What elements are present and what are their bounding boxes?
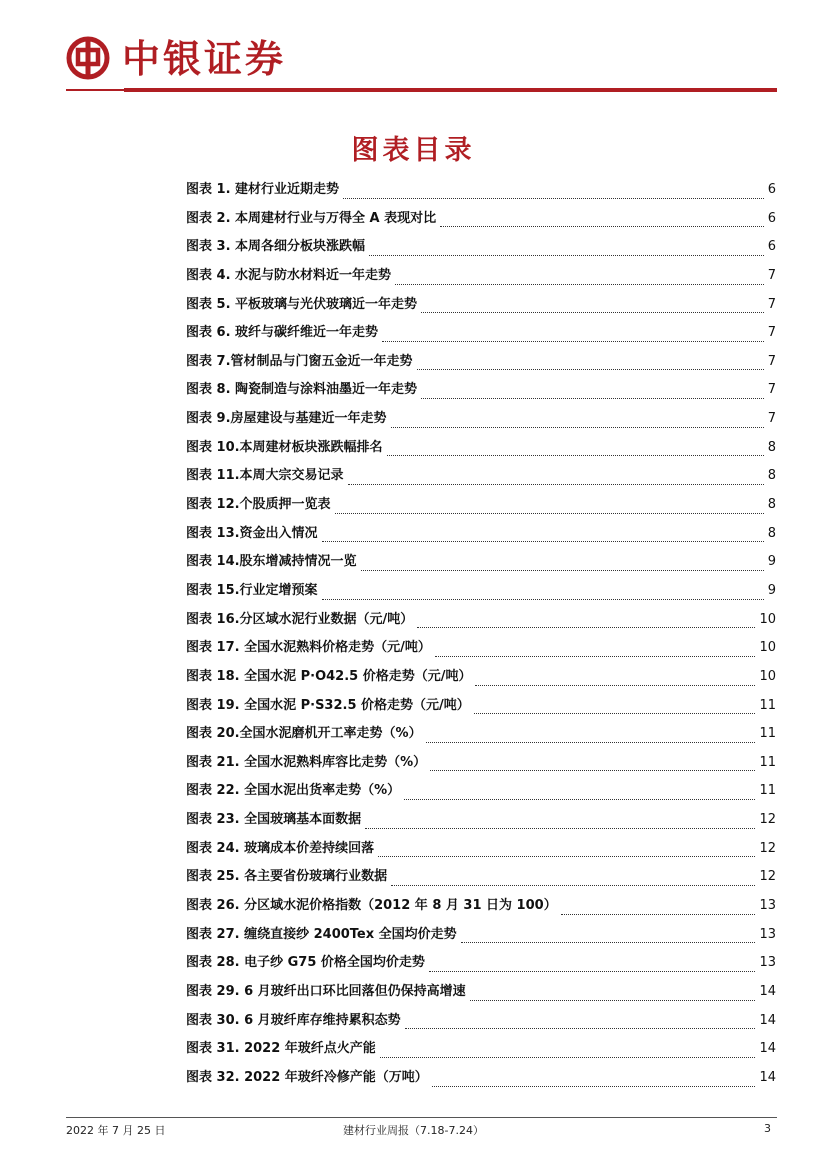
toc-entry-text: 图表 17. 全国水泥熟料价格走势（元/吨） [186, 640, 431, 656]
toc-dot-leader [426, 741, 756, 743]
toc-entry[interactable] [186, 722, 776, 751]
toc-dot-leader [391, 884, 755, 886]
toc-entry[interactable] [186, 1009, 776, 1038]
toc-dot-leader [561, 913, 756, 915]
bank-of-china-logo-icon [66, 36, 110, 80]
toc-entry[interactable] [186, 378, 776, 407]
toc-entry[interactable] [186, 694, 776, 723]
toc-entry-page: 6 [767, 182, 776, 197]
toc-dot-leader [404, 798, 755, 800]
toc-entry[interactable] [186, 779, 776, 808]
toc-entry[interactable] [186, 436, 776, 465]
toc-entry[interactable] [186, 235, 776, 264]
toc-entry-page: 11 [759, 783, 776, 799]
toc-entry-page: 7 [767, 296, 776, 312]
toc-entry-page: 14 [759, 1012, 776, 1028]
toc-dot-leader [475, 684, 755, 686]
toc-entry-text: 图表 2. 本周建材行业与万得全 A 表现对比 [186, 210, 437, 226]
toc-entry[interactable] [186, 1037, 776, 1066]
toc-entry-page: 7 [767, 325, 776, 341]
toc-entry-page: 11 [759, 697, 776, 713]
toc-dot-leader [395, 283, 764, 285]
toc-entry-text: 图表 8. 陶瓷制造与涂料油墨近一年走势 [186, 382, 418, 398]
toc-entry-text: 图表 14.股东增减持情况一览 [186, 554, 357, 570]
toc-entry-page: 7 [767, 353, 776, 369]
toc-dot-leader [369, 254, 764, 256]
toc-dot-leader [380, 1056, 756, 1058]
toc-entry[interactable] [186, 636, 776, 665]
toc-dot-leader [421, 311, 764, 313]
toc-entry[interactable] [186, 207, 776, 236]
toc-entry-text: 图表 25. 各主要省份玻璃行业数据 [186, 869, 388, 885]
toc-dot-leader [382, 340, 764, 342]
toc-entry-text: 图表 30. 6 月玻纤库存维持累积态势 [186, 1012, 401, 1028]
toc-entry[interactable] [186, 178, 776, 207]
toc-dot-leader [435, 655, 756, 657]
toc-entry-page: 6 [767, 210, 776, 226]
toc-entry-page: 10 [759, 640, 776, 656]
toc-entry-text: 图表 16.分区域水泥行业数据（元/吨） [186, 611, 414, 627]
toc-entry-text: 图表 12.个股质押一览表 [186, 497, 331, 513]
toc-entry[interactable] [186, 894, 776, 923]
toc-entry-text: 图表 23. 全国玻璃基本面数据 [186, 812, 362, 828]
toc-entry-page: 12 [759, 869, 776, 885]
toc-entry[interactable] [186, 464, 776, 493]
toc-dot-leader [429, 970, 756, 972]
toc-dot-leader [335, 512, 764, 514]
toc-entry[interactable] [186, 665, 776, 694]
toc-entry-page: 9 [767, 582, 776, 598]
toc-entry[interactable] [186, 808, 776, 837]
footer-report-title: 建材行业周报（7.18-7.24） [343, 1124, 484, 1137]
toc-entry[interactable] [186, 321, 776, 350]
toc-entry-page: 8 [767, 525, 776, 541]
toc-entry-page: 14 [759, 1069, 776, 1085]
header-rule-thin [66, 89, 124, 91]
toc-entry-text: 图表 11.本周大宗交易记录 [186, 468, 344, 484]
toc-entry[interactable] [186, 837, 776, 866]
toc-dot-leader [343, 197, 764, 199]
toc-entry-page: 9 [767, 554, 776, 570]
toc-entry-text: 图表 1. 建材行业近期走势 [186, 182, 340, 197]
toc-dot-leader [322, 540, 764, 542]
toc-entry-text: 图表 15.行业定增预案 [186, 582, 318, 598]
toc-dot-leader [405, 1027, 756, 1029]
toc-entry-text: 图表 9.房屋建设与基建近一年走势 [186, 411, 387, 427]
brand-name: 中银证券 [122, 37, 287, 81]
toc-entry[interactable] [186, 923, 776, 952]
toc-entry[interactable] [186, 951, 776, 980]
toc-entry[interactable] [186, 751, 776, 780]
toc-entry[interactable] [186, 579, 776, 608]
toc-entry-page: 7 [767, 267, 776, 283]
toc-dot-leader [365, 827, 755, 829]
toc-entry-page: 10 [759, 668, 776, 684]
toc-entry-text: 图表 24. 玻璃成本价差持续回落 [186, 840, 375, 856]
toc-entry-page: 8 [767, 439, 776, 455]
footer-divider [66, 1117, 777, 1118]
table-of-figures [186, 178, 776, 1095]
toc-entry-text: 图表 3. 本周各细分板块涨跌幅 [186, 239, 366, 255]
toc-entry-text: 图表 26. 分区域水泥价格指数（2012 年 8 月 31 日为 100） [186, 898, 557, 914]
toc-entry-page: 13 [759, 955, 776, 971]
toc-entry[interactable] [186, 865, 776, 894]
toc-entry-page: 12 [759, 812, 776, 828]
toc-entry-page: 7 [767, 411, 776, 427]
toc-entry-text: 图表 10.本周建材板块涨跌幅排名 [186, 439, 383, 455]
toc-dot-leader [417, 626, 755, 628]
toc-entry-text: 图表 21. 全国水泥熟料库容比走势（%） [186, 754, 427, 770]
toc-entry-page: 11 [759, 754, 776, 770]
toc-dot-leader [322, 598, 764, 600]
toc-entry-page: 8 [767, 468, 776, 484]
toc-entry[interactable] [186, 293, 776, 322]
toc-entry-page: 14 [759, 1041, 776, 1057]
toc-dot-leader [474, 712, 756, 714]
toc-entry-text: 图表 27. 缠绕直接纱 2400Tex 全国均价走势 [186, 926, 457, 942]
toc-entry-text: 图表 4. 水泥与防水材料近一年走势 [186, 267, 392, 283]
toc-entry-page: 6 [767, 239, 776, 255]
toc-entry-text: 图表 6. 玻纤与碳纤维近一年走势 [186, 325, 379, 341]
toc-entry-page: 10 [759, 611, 776, 627]
toc-dot-leader [417, 368, 764, 370]
toc-entry-text: 图表 29. 6 月玻纤出口环比回落但仍保持高增速 [186, 983, 466, 999]
toc-entry[interactable] [186, 493, 776, 522]
toc-dot-leader [430, 769, 755, 771]
toc-entry-page: 13 [759, 926, 776, 942]
toc-entry[interactable] [186, 407, 776, 436]
toc-dot-leader [470, 999, 756, 1001]
toc-dot-leader [348, 483, 764, 485]
toc-entry-text: 图表 7.管材制品与门窗五金近一年走势 [186, 353, 413, 369]
toc-entry-text: 图表 28. 电子纱 G75 价格全国均价走势 [186, 955, 425, 971]
toc-dot-leader [421, 397, 764, 399]
toc-dot-leader [440, 225, 764, 227]
toc-dot-leader [378, 855, 755, 857]
toc-entry[interactable] [186, 264, 776, 293]
toc-entry-page: 12 [759, 840, 776, 856]
toc-dot-leader [432, 1085, 756, 1087]
toc-entry-text: 图表 22. 全国水泥出货率走势（%） [186, 783, 401, 799]
toc-entry[interactable] [186, 608, 776, 637]
header-rule-thick [124, 88, 777, 92]
toc-entry[interactable] [186, 522, 776, 551]
toc-dot-leader [387, 454, 764, 456]
toc-entry-page: 8 [767, 497, 776, 513]
toc-title: 图表目录 [351, 135, 476, 166]
toc-entry-text: 图表 13.资金出入情况 [186, 525, 318, 541]
toc-entry-text: 图表 19. 全国水泥 P·S32.5 价格走势（元/吨） [186, 697, 470, 713]
toc-dot-leader [461, 941, 756, 943]
toc-dot-leader [391, 426, 764, 428]
toc-entry-text: 图表 32. 2022 年玻纤冷修产能（万吨） [186, 1069, 428, 1085]
toc-entry-page: 14 [759, 983, 776, 999]
toc-entry-text: 图表 20.全国水泥磨机开工率走势（%） [186, 726, 422, 742]
toc-entry[interactable] [186, 980, 776, 1009]
toc-entry-text: 图表 18. 全国水泥 P·O42.5 价格走势（元/吨） [186, 668, 472, 684]
toc-dot-leader [361, 569, 764, 571]
toc-entry-text: 图表 31. 2022 年玻纤点火产能 [186, 1041, 376, 1057]
toc-entry-page: 11 [759, 726, 776, 742]
toc-entry-page: 13 [759, 898, 776, 914]
toc-entry[interactable] [186, 350, 776, 379]
toc-entry[interactable] [186, 550, 776, 579]
toc-entry-text: 图表 5. 平板玻璃与光伏玻璃近一年走势 [186, 296, 418, 312]
toc-entry[interactable] [186, 1066, 776, 1095]
footer-page-number: 3 [764, 1122, 771, 1135]
footer-date: 2022 年 7 月 25 日 [66, 1124, 166, 1137]
toc-entry-page: 7 [767, 382, 776, 398]
